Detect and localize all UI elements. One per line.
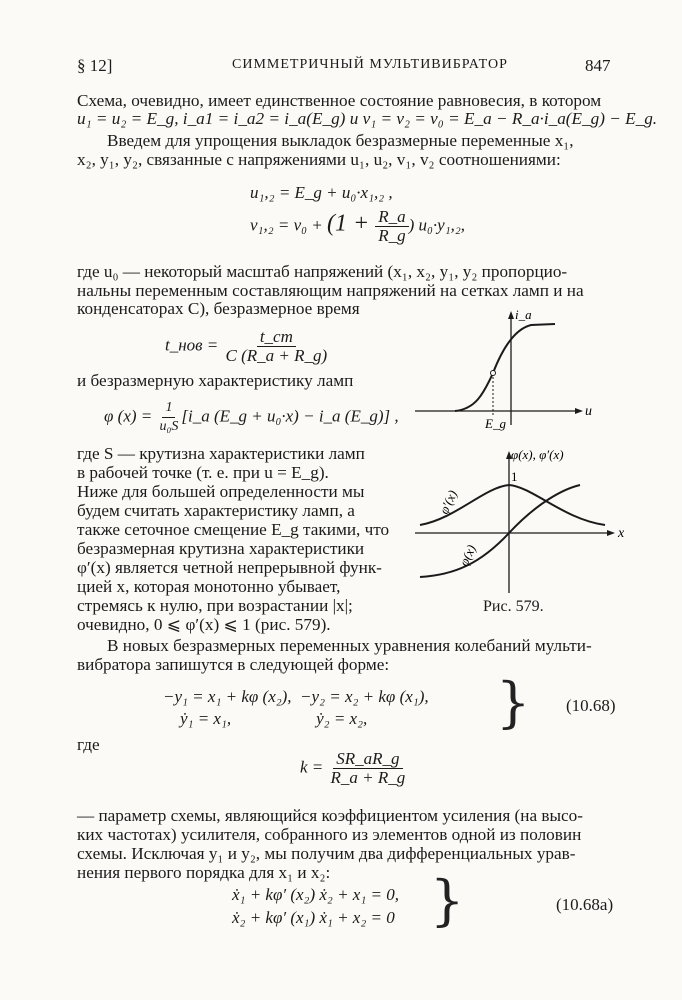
equation-number: (10.68) bbox=[566, 696, 616, 715]
curve-label: φ(x) bbox=[456, 542, 479, 569]
equation-system-1: −y₁ = x₁ + kφ (x₂), −y₂ = x₂ + kφ (x₁), bbox=[163, 687, 429, 706]
fraction-num: 1 bbox=[162, 399, 175, 418]
page-number: 847 bbox=[585, 56, 611, 75]
text-line: цией x, которая монотонно убывает, bbox=[77, 577, 341, 596]
operating-point bbox=[491, 371, 496, 376]
eq-part: k = bbox=[300, 757, 328, 777]
text-line: φ′(x) является четной непрерывной функ- bbox=[77, 558, 382, 577]
fraction bbox=[375, 208, 408, 245]
text-line: и безразмерную характеристику ламп bbox=[77, 371, 354, 390]
tick-label: E_g bbox=[485, 416, 506, 431]
equation-system-2: ẋ₁ + kφ′ (x₂) ẋ₂ + x₁ = 0, bbox=[232, 885, 399, 904]
eq-part: ) u₀·y₁,₂, bbox=[408, 215, 466, 235]
axis-label: φ(x), φ′(x) bbox=[511, 447, 564, 462]
fraction-den: C (R_a + R_g) bbox=[225, 346, 328, 365]
text-line: очевидно, 0 ⩽ φ′(x) ⩽ 1 (рис. 579). bbox=[77, 615, 331, 634]
fraction bbox=[223, 328, 331, 365]
equation-system-2: ẋ₂ + kφ′ (x₁) ẋ₁ + x₂ = 0 bbox=[232, 908, 395, 927]
figure-caption: Рис. 579. bbox=[483, 598, 544, 615]
eq-part: (1 + bbox=[327, 210, 376, 237]
fraction bbox=[328, 750, 409, 787]
equation-u12: u₁,₂ = E_g + u₀·x₁,₂ , bbox=[250, 183, 393, 202]
text-line: будем считать характеристику ламп, а bbox=[77, 501, 355, 520]
equation-v12 bbox=[250, 208, 465, 245]
text-line: безразмерная крутизна характеристики bbox=[77, 539, 365, 558]
text-line: стремясь к нулю, при возрастании |x|; bbox=[77, 596, 353, 615]
text-line: x₂, y₁, y₂, связанные с напряжениями u₁, u₂, v₁, v₂ соотношениями: bbox=[77, 150, 561, 169]
x-axis-arrow bbox=[575, 408, 583, 414]
text-line: Введем для упрощения выкладок безразмерные переменные x₁, bbox=[107, 131, 574, 150]
equation-number: (10.68a) bbox=[556, 895, 614, 914]
text-line: в рабочей точке (т. е. при u = E_g). bbox=[77, 463, 329, 482]
text-line: где S — крутизна характеристики ламп bbox=[77, 444, 365, 463]
equation-k bbox=[300, 750, 408, 787]
one-label: 1 bbox=[511, 469, 518, 484]
fraction-den: u₀S bbox=[159, 419, 179, 434]
eq-part: t_нов = bbox=[165, 335, 223, 355]
fraction-num: SR_aR_g bbox=[333, 750, 402, 769]
x-label: x bbox=[618, 526, 625, 541]
fraction-den: R_a + R_g bbox=[330, 768, 406, 787]
text-line: где u₀ — некоторый масштаб напряжений (x₁, x₂, y₁, y₂ пропорцио- bbox=[77, 262, 568, 281]
equation-time bbox=[165, 328, 330, 365]
text-line: Схема, очевидно, имеет единственное состояние равновесия, в котором bbox=[77, 91, 602, 110]
text-line: нальны переменным составляющим напряжений на сетках ламп и на bbox=[77, 281, 584, 300]
equation-phi bbox=[104, 399, 399, 436]
x-axis-arrow bbox=[607, 530, 615, 536]
x-label: u bbox=[585, 404, 592, 419]
text-line: где bbox=[77, 735, 100, 754]
text-line: Ниже для большей определенности мы bbox=[77, 482, 365, 501]
fraction-num: t_ст bbox=[257, 328, 296, 347]
fraction-num: R_a bbox=[375, 208, 408, 227]
y-axis-arrow bbox=[508, 311, 514, 319]
figure-579 bbox=[415, 445, 630, 595]
text-line: — параметр схемы, являющийся коэффициентом усиления (на высо- bbox=[77, 806, 583, 825]
text-line: вибратора запишутся в следующей форме: bbox=[77, 655, 390, 674]
text-line: схемы. Исключая y₁ и y₂, мы получим два дифференциальных урав- bbox=[77, 844, 576, 863]
eq-part: φ (x) = bbox=[104, 406, 157, 426]
curve-label: φ′(x) bbox=[436, 487, 461, 517]
text-line: также сеточное смещение E_g такими, что bbox=[77, 520, 390, 539]
fraction bbox=[157, 399, 182, 436]
section-marker: § 12] bbox=[77, 56, 113, 75]
y-label: i_a bbox=[515, 307, 532, 322]
eq-part: [i_a (E_g + u₀·x) − i_a (E_g)] , bbox=[181, 406, 399, 426]
figure-characteristic bbox=[415, 307, 595, 437]
characteristic-curve bbox=[455, 324, 555, 411]
text-line: нения первого порядка для x₁ и x₂: bbox=[77, 863, 331, 882]
running-title: СИММЕТРИЧНЫЙ МУЛЬТИВИБРАТОР bbox=[232, 57, 508, 72]
equation-system-1: ẏ₁ = x₁, ẏ₂ = x₂, bbox=[180, 709, 368, 728]
brace: } bbox=[430, 869, 465, 932]
text-line: ких частотах) усилителя, собранного из элементов одной из половин bbox=[77, 825, 582, 844]
eq-part: v₁,₂ = v₀ + bbox=[250, 215, 328, 235]
brace: } bbox=[496, 671, 531, 734]
fraction-den: R_g bbox=[378, 226, 406, 245]
text-line: В новых безразмерных переменных уравнения колебаний мульти- bbox=[107, 636, 592, 655]
text-line: u₁ = u₂ = E_g, i_a1 = i_a2 = i_a(E_g) и v₁ = v₂ = v₀ = E_a − R_a·i_a(E_g) − E_g. bbox=[77, 109, 658, 128]
text-line: конденсаторах C), безразмерное время bbox=[77, 299, 360, 318]
